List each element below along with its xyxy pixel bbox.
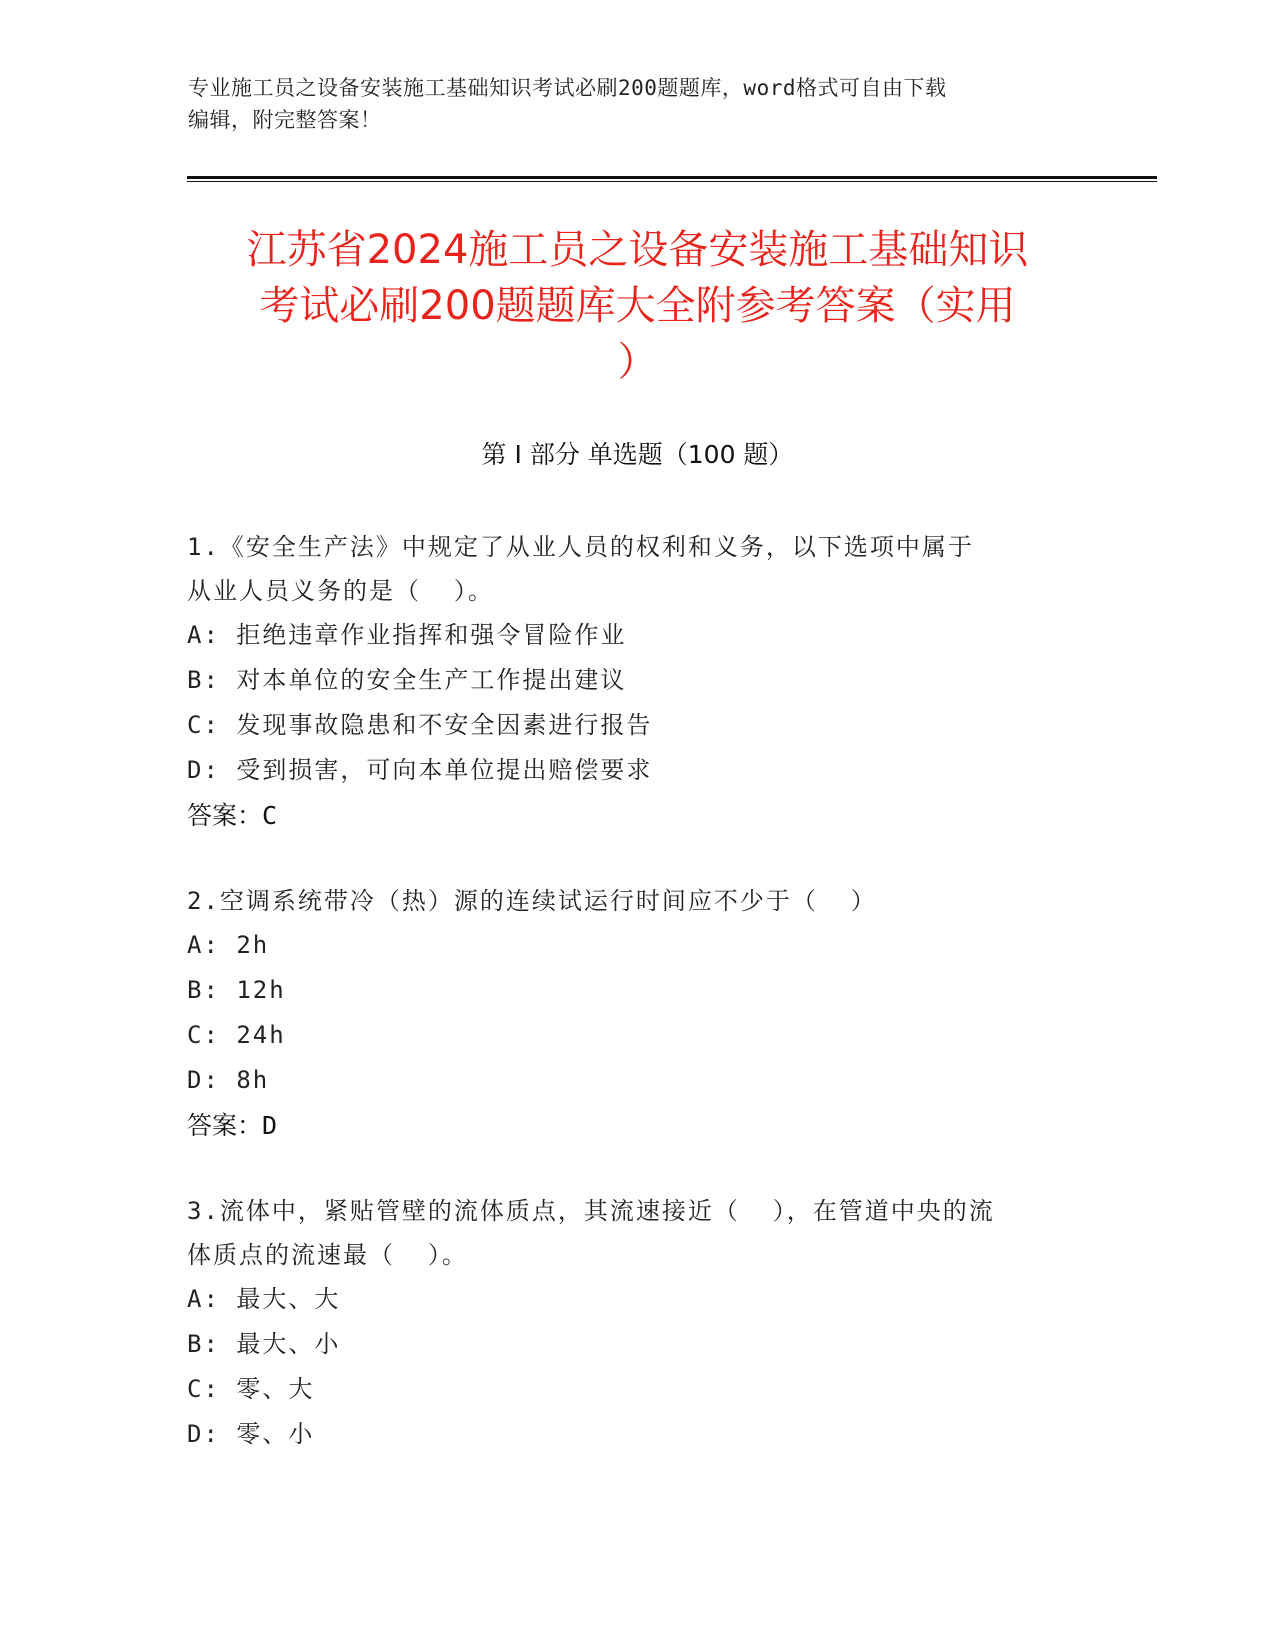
title-line-1: 江苏省2024施工员之设备安装施工基础知识	[246, 227, 1029, 273]
question-1-option-b: B: 对本单位的安全生产工作提出建议	[187, 666, 627, 694]
question-1-answer	[187, 793, 1087, 839]
question-1-option-d: D: 受到损害，可向本单位提出赔偿要求	[187, 756, 653, 784]
question-1-option-a: A: 拒绝违章作业指挥和强令冒险作业	[187, 621, 627, 649]
header-divider	[187, 176, 1157, 182]
header-note	[188, 72, 1078, 136]
question-3-stem-line-1: 3.流体中，紧贴管壁的流体质点，其流速接近（ ），在管道中央的流	[187, 1197, 995, 1225]
question-2-answer	[187, 1103, 1087, 1149]
title-line-2: 考试必刷200题题库大全附参考答案（实用	[259, 283, 1016, 329]
document-title	[160, 222, 1115, 390]
header-note-line-2: 编辑，附完整答案！	[188, 108, 382, 132]
section-heading: 第 I 部分 单选题（100 题）	[481, 440, 794, 469]
question-list	[187, 525, 1087, 1497]
question-3-option-b: B: 最大、小	[187, 1330, 341, 1358]
question-3-option-c: C: 零、大	[187, 1375, 315, 1403]
question-1-stem-line-2: 从业人员义务的是（ ）。	[187, 577, 494, 605]
title-line-3: ）	[617, 339, 658, 385]
question-1	[187, 525, 1087, 839]
header-note-line-1: 专业施工员之设备安装施工基础知识考试必刷200题题库，word格式可自由下载	[188, 76, 947, 100]
question-3-option-a: A: 最大、大	[187, 1285, 341, 1313]
question-2	[187, 879, 1087, 1149]
question-2-stem-line-1: 2.空调系统带冷（热）源的连续试运行时间应不少于（ ）	[187, 887, 877, 915]
question-2-option-b: B: 12h	[187, 976, 286, 1004]
answer-value: D	[262, 1111, 278, 1140]
question-2-option-a: A: 2h	[187, 931, 270, 959]
question-3	[187, 1189, 1087, 1457]
question-3-option-d: D: 零、小	[187, 1420, 315, 1448]
answer-label: 答案：	[187, 1111, 263, 1140]
question-1-stem-line-1: 1.《安全生产法》中规定了从业人员的权利和义务，以下选项中属于	[187, 533, 974, 561]
question-2-option-c: C: 24h	[187, 1021, 286, 1049]
question-2-option-d: D: 8h	[187, 1066, 270, 1094]
answer-label: 答案：	[187, 801, 263, 830]
answer-value: C	[262, 801, 278, 830]
question-3-stem-line-2: 体质点的流速最（ ）。	[187, 1241, 468, 1269]
question-1-option-c: C: 发现事故隐患和不安全因素进行报告	[187, 711, 653, 739]
